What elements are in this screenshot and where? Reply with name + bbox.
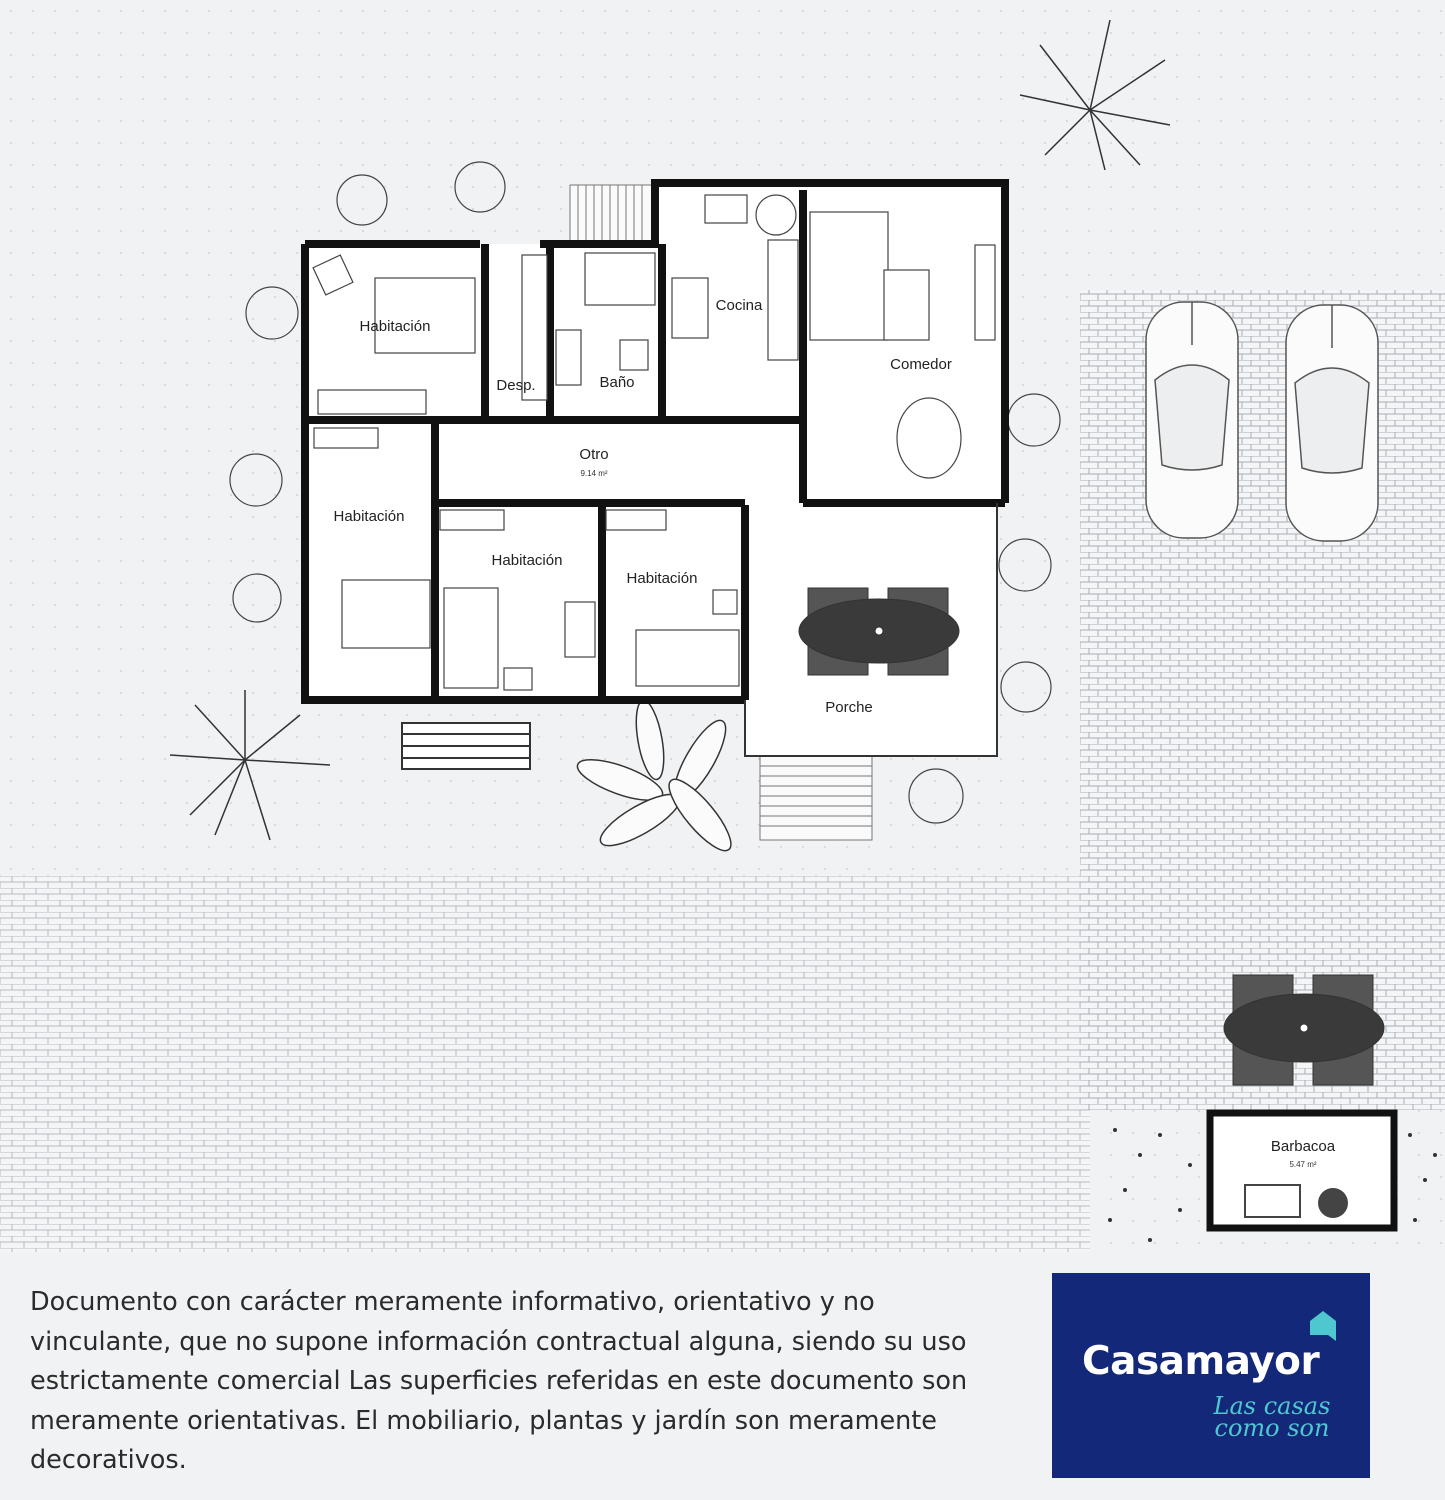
room-label-porche: Porche (825, 699, 873, 716)
casamayor-logo (1052, 1273, 1370, 1478)
room-label-habitacion-3: Habitación (491, 552, 563, 569)
room-label-habitacion-1: Habitación (359, 318, 431, 335)
logo-tagline-line2: como son (1214, 1414, 1330, 1442)
room-label-habitacion-2: Habitación (333, 508, 405, 525)
room-label-barbacoa: Barbacoa (1270, 1138, 1336, 1155)
room-label-comedor: Comedor (890, 356, 952, 373)
car-2 (1286, 305, 1378, 541)
logo-tagline-line1: Las casas (1213, 1392, 1331, 1420)
room-label-habitacion-4: Habitación (626, 570, 698, 587)
paved-yard (0, 875, 1090, 1252)
room-label-desp: Desp. (496, 377, 536, 394)
disclaimer-text: Documento con carácter meramente informativo, orientativo y no vinculante, que no supone información contractual alguna, siendo su uso estrictamente comercial Las superficies referidas en este documento son meramente orientativas. El mobiliario, plantas y jardín son meramente decorativos. (30, 1287, 968, 1475)
back-stairs (570, 185, 652, 241)
room-label-cocina: Cocina (715, 297, 763, 314)
car-1 (1146, 302, 1238, 538)
room-area-otro: 9.14 m² (580, 469, 608, 478)
logo-name: Casamayor (1082, 1339, 1320, 1384)
room-label-otro: Otro (579, 446, 609, 463)
porch-table (799, 588, 959, 675)
garden-bench (402, 723, 530, 769)
barbecue-room (1210, 1113, 1394, 1228)
room-area-barbacoa: 5.47 m² (1289, 1160, 1317, 1169)
logo-tagline (1197, 1392, 1347, 1442)
room-label-bano: Baño (599, 374, 635, 391)
front-stairs (760, 756, 872, 840)
